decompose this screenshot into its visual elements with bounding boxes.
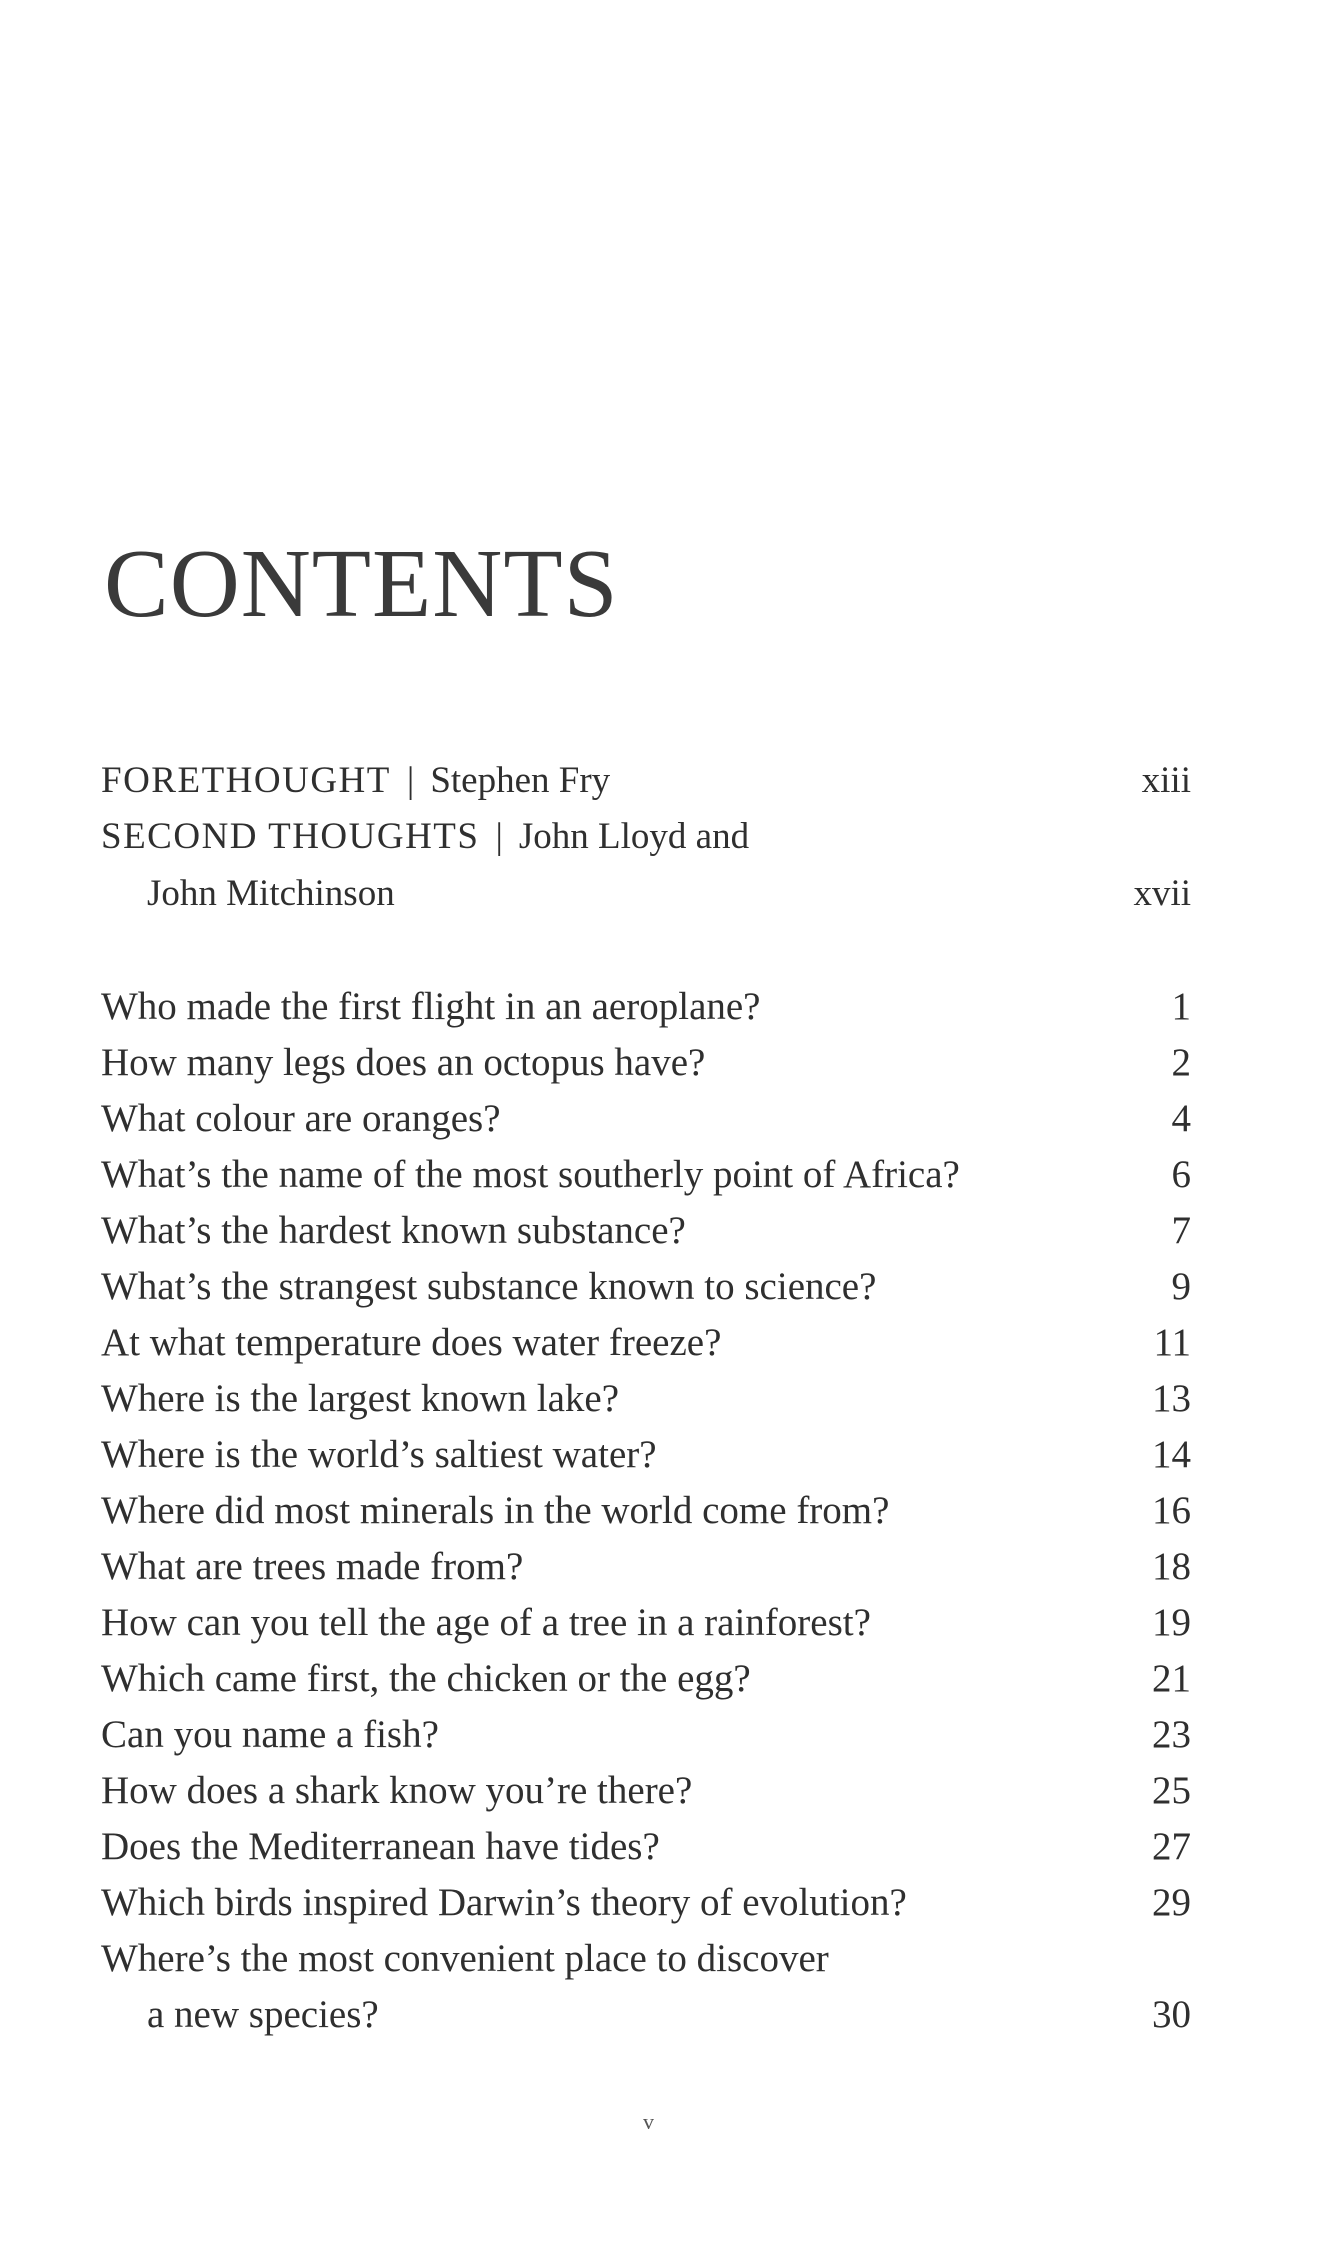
toc-entry-page: 21: [1152, 1657, 1191, 1700]
front-entry-title: [101, 818, 749, 855]
contents-heading: CONTENTS: [104, 530, 619, 637]
toc-entry-title: Can you name a fish?: [101, 1713, 439, 1756]
toc-entry-title: What’s the name of the most southerly point of Africa?: [101, 1153, 960, 1196]
toc-entry-page: 4: [1171, 1097, 1191, 1140]
toc-entry-page: 23: [1152, 1713, 1191, 1756]
front-entry-section: FORETHOUGHT: [101, 760, 391, 801]
toc-entry-page: 9: [1171, 1265, 1191, 1308]
toc-entry-title: Where did most minerals in the world come from?: [101, 1489, 890, 1532]
toc-entry-page: 27: [1152, 1825, 1191, 1868]
toc-entry-page: 14: [1152, 1433, 1191, 1476]
front-entry-title: [101, 762, 610, 799]
front-entry-separator: |: [495, 816, 503, 857]
toc-entry-title: How can you tell the age of a tree in a rainforest?: [101, 1601, 871, 1644]
toc-entry-title: At what temperature does water freeze?: [101, 1321, 722, 1364]
page-number: v: [643, 2109, 654, 2134]
toc-entry-page: 25: [1152, 1769, 1191, 1812]
toc-entry-page: 13: [1152, 1377, 1191, 1420]
front-entry-page: xiii: [1141, 760, 1191, 801]
toc-entry-title: What colour are oranges?: [101, 1097, 501, 1140]
toc-entry-title: Where is the largest known lake?: [101, 1377, 620, 1420]
toc-entry-page: 6: [1171, 1153, 1191, 1196]
toc-entry-title: What’s the hardest known substance?: [101, 1209, 686, 1252]
toc-entry-title: Where’s the most convenient place to discover: [101, 1937, 829, 1980]
toc-entry-page: 19: [1152, 1601, 1191, 1644]
toc-entry-page: 7: [1171, 1209, 1191, 1252]
front-entry-separator: |: [406, 760, 415, 801]
front-entry-author: John Lloyd and: [518, 816, 750, 857]
toc-entry-title: Which birds inspired Darwin’s theory of evolution?: [101, 1881, 907, 1924]
toc-entry-title: Does the Mediterranean have tides?: [101, 1825, 660, 1868]
toc-entry-page: 16: [1152, 1489, 1191, 1532]
toc-entry-page: 1: [1171, 985, 1191, 1028]
toc-entry-page: 30: [1152, 1993, 1191, 2036]
toc-entry-title-cont: a new species?: [147, 1993, 379, 2036]
toc-entry-title: How does a shark know you’re there?: [101, 1769, 693, 1812]
toc-entry-page: 2: [1171, 1041, 1191, 1084]
toc-entry-title: Which came first, the chicken or the egg?: [101, 1657, 751, 1700]
front-entry-author: Stephen Fry: [430, 760, 611, 801]
toc-entry-title: Who made the first flight in an aeroplane?: [101, 985, 761, 1028]
toc-entry-page: 18: [1152, 1545, 1191, 1588]
toc-entry-title: What are trees made from?: [101, 1545, 524, 1588]
toc-entry-title: How many legs does an octopus have?: [101, 1041, 706, 1084]
toc-entry-title: What’s the strangest substance known to science?: [101, 1265, 877, 1308]
front-entry-author-cont: John Mitchinson: [147, 873, 395, 914]
toc-entry-page: 11: [1153, 1321, 1191, 1364]
toc-entry-title: Where is the world’s saltiest water?: [101, 1433, 657, 1476]
front-entry-section: SECOND THOUGHTS: [101, 816, 480, 857]
front-entry-page: xvii: [1133, 873, 1191, 914]
toc-entry-page: 29: [1152, 1881, 1191, 1924]
